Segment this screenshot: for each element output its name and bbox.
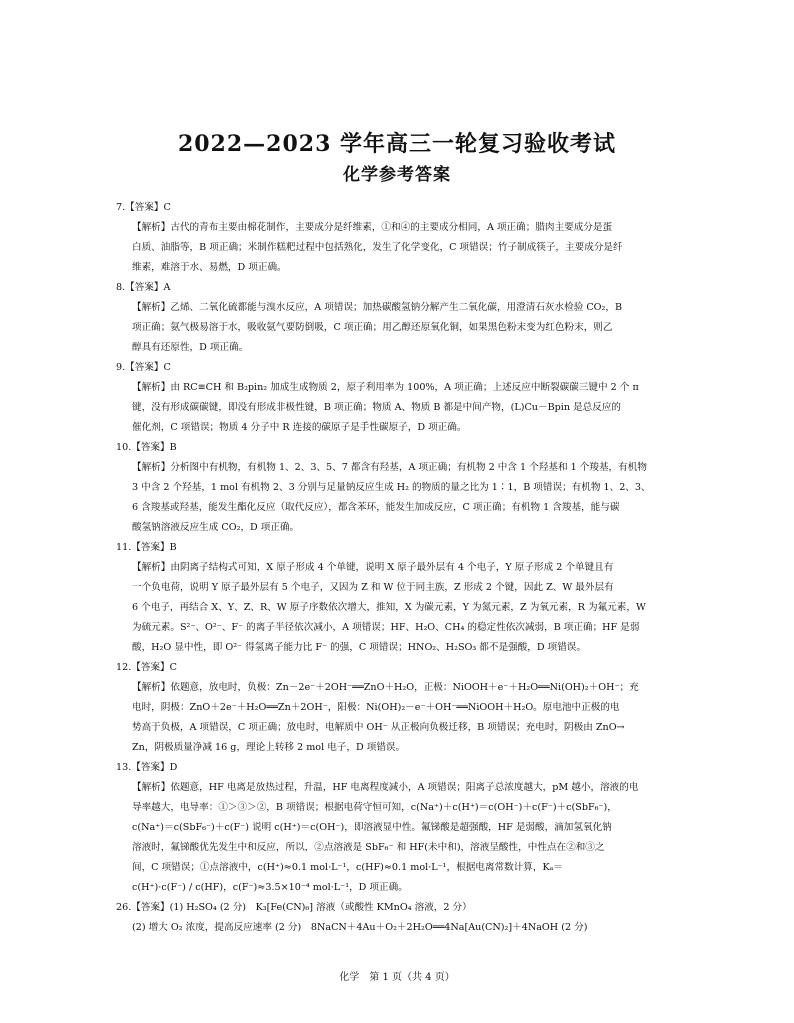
answer-key: 10.【答案】B <box>116 442 177 453</box>
answer-key: 12.【答案】C <box>116 662 177 673</box>
explanation <box>116 458 684 538</box>
explanation-line: 【解析】依题意，放电时，负极：Zn－2e⁻＋2OH⁻══ZnO＋H₂O，正极：NiOOH＋e⁻＋H₂O══Ni(OH)₂＋OH⁻；充 <box>132 682 639 693</box>
answer-item <box>116 278 684 358</box>
explanation-line: 6 含羧基或羟基，能发生酯化反应（取代反应），都含苯环，能发生加成反应，C 项正确；有机物 1 含羧基，能与碳 <box>132 502 620 513</box>
page-subtitle: 化学参考答案 <box>343 165 451 185</box>
explanation-line: 【解析】依题意，HF 电离是放热过程，升温，HF 电离程度减小，A 项错误；阳离子总浓度越大，pM 越小，溶液的电 <box>132 782 639 793</box>
explanation-line: 一个负电荷，说明 Y 原子最外层有 5 个电子，又因为 Z 和 W 位于同主族，Z 形成 2 个键，因此 Z、W 最外层有 <box>132 582 614 593</box>
explanation <box>116 298 684 358</box>
explanation-line: 溶液时，氟锑酸优先发生中和反应，所以，②点溶液是 SbF₆⁻ 和 HF(未中和)，溶液呈酸性，中性点在②和③之 <box>132 842 605 853</box>
answer-item <box>116 358 684 438</box>
explanation-line: 导率越大，电导率：①＞③＞②，B 项错误；根据电荷守恒可知，c(Na⁺)＋c(H⁺)＝c(OH⁻)＋c(F⁻)＋c(SbF₆⁻)， <box>132 802 617 813</box>
explanation-line: 3 中含 2 个羟基，1 mol 有机物 2、3 分别与足量钠反应生成 H₂ 的物质的量之比为 1∶1，B 项错误；有机物 1、2、3、 <box>132 482 651 493</box>
explanation-line: 间，C 项错误；①点溶液中，c(H⁺)≈0.1 mol·L⁻¹，c(HF)≈0.1 mol·L⁻¹，根据电离常数计算，Kₐ＝ <box>132 862 563 873</box>
answer-item <box>116 198 684 278</box>
explanation-line: 酸氢钠溶液反应生成 CO₂，D 项正确。 <box>132 522 300 533</box>
explanation-line: 键，没有形成碳碳键，即没有形成非极性键，B 项正确；物质 A、物质 B 都是中间产物，(L)Cu－Bpin 是总反应的 <box>132 402 622 413</box>
answer-key: 7.【答案】C <box>116 202 171 213</box>
explanation-line: 6 个电子，再结合 X、Y、Z、R、W 原子序数依次增大，推知，X 为碳元素，Y 为氮元素，Z 为氧元素，R 为氟元素，W <box>132 602 646 613</box>
explanation-line: c(H⁺)·c(F⁻) / c(HF)，c(F⁻)≈3.5×10⁻⁴ mol·L⁻¹，D 项正确。 <box>132 882 408 893</box>
explanation-line: (2) 增大 O₂ 浓度，提高反应速率 (2 分) 8NaCN＋4Au＋O₂＋2H₂O══4Na[Au(CN)₂]＋4NaOH (2 分) <box>132 922 588 933</box>
explanation-line: 醇具有还原性，D 项正确。 <box>132 342 249 353</box>
explanation <box>116 378 684 438</box>
explanation-line: 【解析】由阴离子结构式可知，X 原子形成 4 个单键，说明 X 原子最外层有 4 个电子，Y 原子形成 2 个单键且有 <box>132 562 614 573</box>
explanation-line: 白质、油脂等，B 项正确；米制作糕粑过程中包括熟化，发生了化学变化，C 项错误；竹子制成筷子，主要成分是纤 <box>132 242 623 253</box>
answer-item <box>116 438 684 538</box>
explanation-line: 电时，阴极：ZnO＋2e⁻＋H₂O══Zn＋2OH⁻，阳极：Ni(OH)₂－e⁻＋OH⁻══NiOOH＋H₂O。原电池中正极的电 <box>132 702 620 713</box>
explanation-line: 维素，难溶于水、易燃，D 项正确。 <box>132 262 287 273</box>
answer-item <box>116 658 684 758</box>
explanation-line: c(Na⁺)＝c(SbF₆⁻)＋c(F⁻) 说明 c(H⁺)＝c(OH⁻)，即溶液显中性。氟锑酸是超强酸，HF 是弱酸，滴加氢氧化钠 <box>132 822 612 833</box>
explanation <box>116 218 684 278</box>
answer-key: 13.【答案】D <box>116 762 178 773</box>
explanation-line: 催化剂，C 项错误；物质 4 分子中 R 连接的碳原子是手性碳原子，D 项正确。 <box>132 422 467 433</box>
answer-item <box>116 758 684 898</box>
explanation-line: 【解析】古代的青布主要由棉花制作，主要成分是纤维素，①和④的主要成分相同，A 项正确；腊肉主要成分是蛋 <box>132 222 613 233</box>
explanation-line: Zn，阴极质量净减 16 g，理论上转移 2 mol 电子，D 项错误。 <box>132 742 406 753</box>
answer-key: 11.【答案】B <box>116 542 177 553</box>
explanation <box>116 678 684 758</box>
answer-key: 8.【答案】A <box>116 282 171 293</box>
answer-key: 26.【答案】(1) H₂SO₄ (2 分) K₃[Fe(CN)₆] 溶液（或酸性 KMnO₄ 溶液，2 分） <box>116 902 472 913</box>
answer-key: 9.【答案】C <box>116 362 171 373</box>
page-title: 2022—2023 学年高三一轮复习验收考试 <box>177 131 617 157</box>
explanation-line: 为硫元素。S²⁻、O²⁻、F⁻ 的离子半径依次减小，A 项错误；HF、H₂O、CH₄ 的稳定性依次减弱，B 项正确；HF 是弱 <box>132 622 640 633</box>
answer-item <box>116 538 684 658</box>
explanation-line: 酸，H₂O 显中性，即 O²⁻ 得氢离子能力比 F⁻ 的强，C 项错误；HNO₂、H₂SO₃ 都不是强酸，D 项错误。 <box>132 642 586 653</box>
explanation-line: 【解析】乙烯、二氧化硫都能与溴水反应，A 项错误；加热碳酸氢钠分解产生二氧化碳，用澄清石灰水检验 CO₂，B <box>132 302 623 313</box>
answer-item <box>116 898 684 938</box>
explanation-line: 【解析】由 RC≡CH 和 B₂pin₂ 加成生成物质 2，原子利用率为 100%，A 项正确；上述反应中断裂碳碳三键中 2 个 π <box>132 382 639 393</box>
answer-list <box>116 198 684 938</box>
explanation <box>116 778 684 898</box>
explanation-line: 【解析】分析图中有机物，有机物 1、2、3、5、7 都含有羟基，A 项正确；有机物 2 中含 1 个羟基和 1 个羧基，有机物 <box>132 462 647 473</box>
page-footer: 化学 第 1 页（共 4 页） <box>339 972 455 983</box>
explanation <box>116 918 684 938</box>
explanation <box>116 558 684 658</box>
explanation-line: 项正确；氨气极易溶于水，吸收氨气要防倒吸，C 项正确；用乙醇还原氧化铜，如果黑色粉末变为红色粉末，则乙 <box>132 322 613 333</box>
explanation-line: 势高于负极，A 项错误，C 项正确；放电时，电解质中 OH⁻ 从正极向负极迁移，B 项错误；充电时，阴极由 ZnO→ <box>132 722 625 733</box>
